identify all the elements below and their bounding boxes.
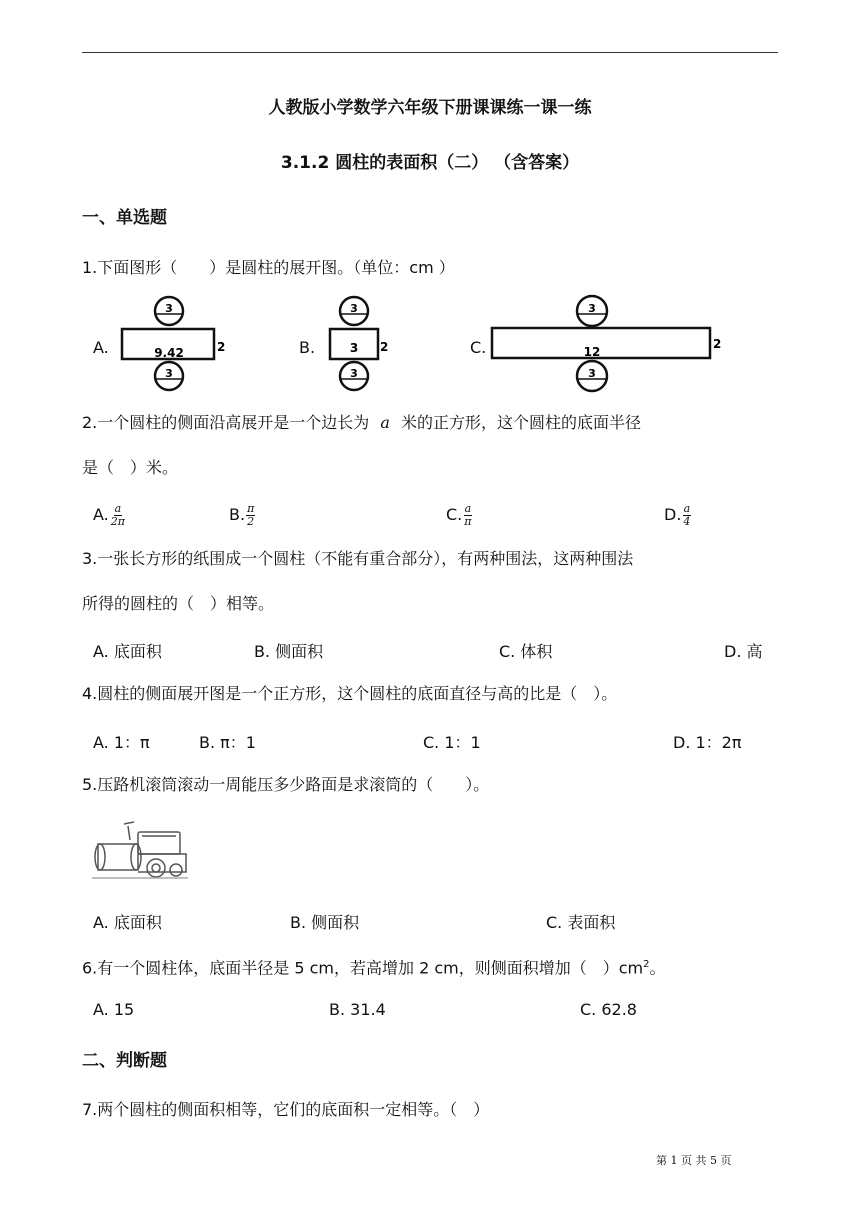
- q4-option-b: B. π：1: [199, 733, 256, 752]
- question-7-text: 7.两个圆柱的侧面积相等，它们的底面积一定相等。（ ）: [82, 1100, 490, 1119]
- q4-option-c: C. 1：1: [423, 733, 481, 752]
- q6-option-b: B. 31.4: [329, 1000, 386, 1019]
- page-subtitle: 3.1.2 圆柱的表面积（二） （含答案）: [280, 153, 580, 173]
- q6-option-c: C. 62.8: [580, 1000, 637, 1019]
- q2-option-b: [229, 503, 255, 528]
- q2-option-c-label: C.: [446, 505, 463, 524]
- page-title: 人教版小学数学六年级下册课课练一课一练: [268, 98, 592, 118]
- q1-figure-a: [118, 296, 226, 394]
- q1b-bottom-circle-label: 3: [350, 367, 358, 380]
- q2-variable: a: [380, 413, 390, 432]
- page-footer: 第 1 页 共 5 页: [656, 1154, 732, 1167]
- q1-figure-b: [322, 296, 392, 394]
- q2-b-numerator: π: [247, 502, 255, 515]
- section-heading-single-choice: 一、单选题: [82, 208, 167, 228]
- q1c-side-label: 2: [713, 337, 722, 351]
- q4-option-d: D. 1：2π: [673, 733, 742, 752]
- q2-option-c-fraction: [463, 503, 472, 528]
- q1a-rect-label: 9.42: [154, 346, 184, 360]
- q2-option-d: [664, 503, 691, 528]
- q5-option-a: A. 底面积: [93, 913, 162, 932]
- q2-option-a-fraction: [110, 503, 126, 528]
- q6-option-a: A. 15: [93, 1000, 135, 1019]
- q3-option-b: B. 侧面积: [254, 642, 324, 661]
- q2-option-d-label: D.: [664, 505, 682, 524]
- q2-option-b-label: B.: [229, 505, 246, 524]
- q1a-side-label: 2: [217, 340, 226, 354]
- q2-b-denominator: 2: [247, 515, 255, 528]
- q1c-top-circle-label: 3: [588, 302, 596, 315]
- q2-option-a-label: A.: [93, 505, 109, 524]
- q1b-side-label: 2: [380, 340, 389, 354]
- q1-option-b-label: B.: [299, 338, 316, 357]
- q2-c-numerator: a: [464, 502, 472, 515]
- q1b-top-circle-label: 3: [350, 302, 358, 315]
- q3-option-d: D. 高: [724, 642, 763, 661]
- q1b-rect-label: 3: [349, 341, 359, 355]
- q2-text-a: 2.一个圆柱的侧面沿高展开是一个边长为: [82, 413, 370, 432]
- question-2-line-2: 是（ ）米。: [82, 458, 179, 477]
- q2-d-numerator: a: [683, 502, 691, 515]
- q2-option-a: [93, 503, 126, 528]
- q2-a-denominator: 2π: [110, 515, 125, 528]
- q2-c-denominator: π: [464, 515, 472, 528]
- q1a-bottom-circle-label: 3: [165, 367, 173, 380]
- q6-superscript: 2: [643, 959, 650, 970]
- q5-option-b: B. 侧面积: [290, 913, 360, 932]
- q2-a-numerator: a: [114, 502, 122, 515]
- question-5-text: 5.压路机滚筒滚动一周能压多少路面是求滚筒的（ ）。: [82, 775, 490, 794]
- q6-text-main: 6.有一个圆柱体，底面半径是 5 cm，若高增加 2 cm，则侧面积增加（ ）cm: [82, 958, 644, 978]
- q2-option-c: [446, 503, 473, 528]
- q3-option-c: C. 体积: [499, 642, 553, 661]
- q1-option-c-label: C.: [470, 338, 487, 357]
- q1-option-a-label: A.: [93, 338, 109, 357]
- q6-text-end: 。: [649, 958, 666, 978]
- question-2-line-1: [82, 413, 641, 433]
- road-roller-image: [90, 818, 190, 892]
- q4-option-a: A. 1：π: [93, 733, 150, 752]
- q5-option-c: C. 表面积: [546, 913, 616, 932]
- question-3-line-1: 3.一张长方形的纸围成一个圆柱（不能有重合部分），有两种围法，这两种围法: [82, 549, 634, 568]
- question-3-line-2: 所得的圆柱的（ ）相等。: [82, 594, 275, 613]
- q3-option-a: A. 底面积: [93, 642, 162, 661]
- q2-option-b-fraction: [246, 503, 255, 528]
- section-heading-true-false: 二、判断题: [82, 1051, 167, 1071]
- q1c-rect-label: 12: [583, 345, 601, 359]
- q1-figure-c: [488, 293, 724, 395]
- question-1-text: 1.下面图形（ ）是圆柱的展开图。（单位：cm ）: [82, 258, 455, 277]
- q1c-bottom-circle-label: 3: [588, 367, 596, 380]
- q2-d-denominator: 4: [683, 515, 691, 528]
- question-6-text: [82, 955, 666, 978]
- q2-text-b: 米的正方形，这个圆柱的底面半径: [401, 413, 642, 432]
- q2-option-d-fraction: [682, 503, 691, 528]
- question-4-text: 4.圆柱的侧面展开图是一个正方形，这个圆柱的底面直径与高的比是（ ）。: [82, 684, 618, 703]
- q1a-top-circle-label: 3: [165, 302, 173, 315]
- header-rule: [82, 52, 778, 53]
